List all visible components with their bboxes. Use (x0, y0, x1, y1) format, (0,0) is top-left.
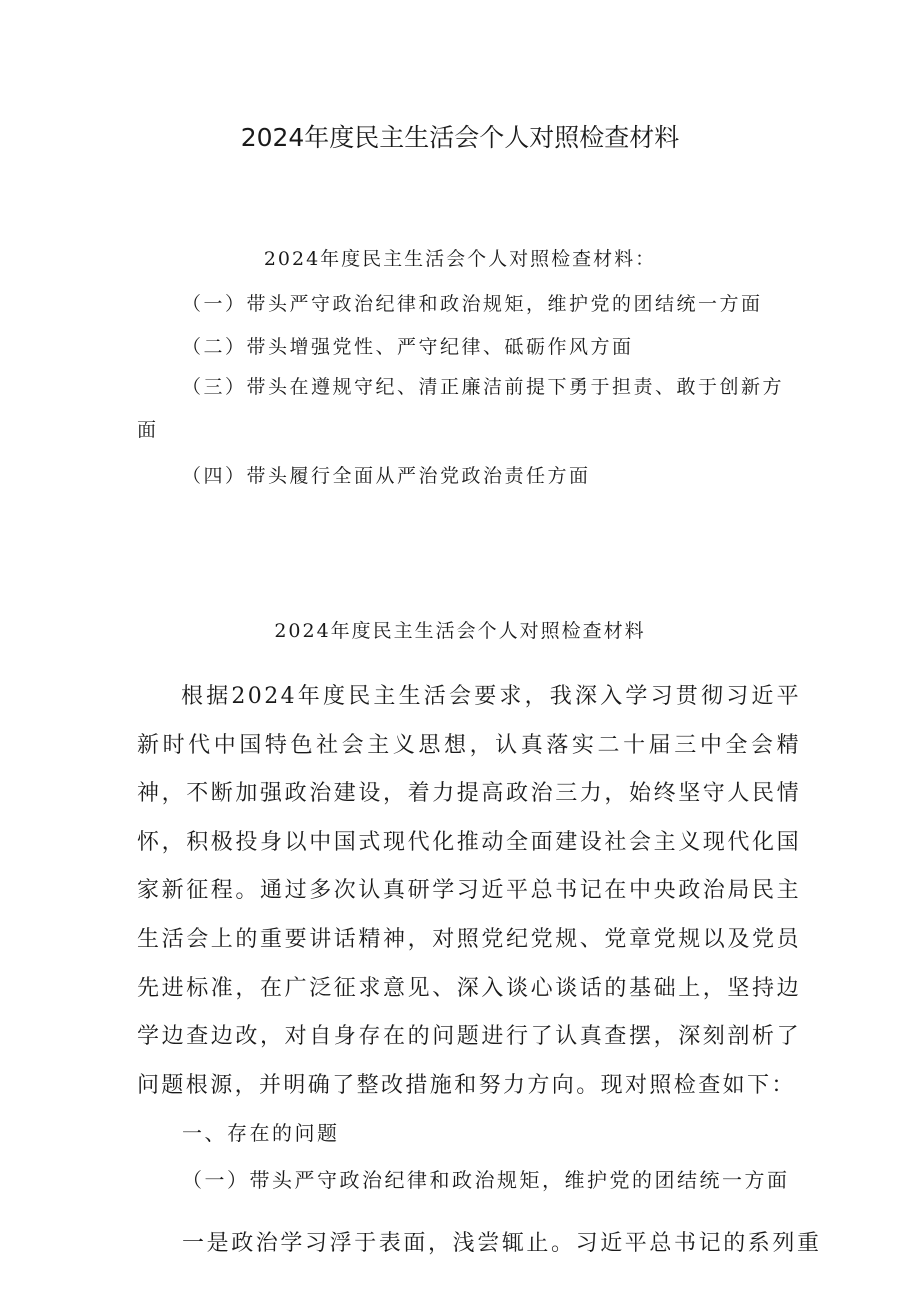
toc-item-4: （四）带头履行全面从严治党政治责任方面 (182, 465, 591, 487)
section-title: 2024年度民主生活会个人对照检查材料 (274, 620, 646, 642)
intro-paragraph: 根据2024年度民主生活会要求，我深入学习贯彻习近平新时代中国特色社会主义思想，认真落实二十届三中全会精神，不断加强政治建设，着力提高政治三力，始终坚守人民情怀，积极投身以中国式现代化推动全面建设社会主义现代化国家新征程。通过多次认真研学习近平总书记在中央政治局民主生活会上的重要讲话精神，对照党纪党规、党章党规以及党员先进标准，在广泛征求意见、深入谈心谈话的基础上，坚持边学边查边改，对自身存在的问题进行了认真查摆，深刻剖析了问题根源，并明确了整改措施和努力方向。现对照检查如下： (137, 684, 801, 1098)
heading-problems: 一、存在的问题 (182, 1121, 340, 1145)
subheading-political-discipline: （一）带头严守政治纪律和政治规矩，维护党的团结统一方面 (182, 1168, 790, 1192)
document-title: 2024年度民主生活会个人对照检查材料 (240, 123, 680, 152)
toc-item-2: （二）带头增强党性、严守纪律、砥砺作风方面 (182, 336, 634, 358)
first-point-line: 一是政治学习浮于表面，浅尝辄止。习近平总书记的系列重 (182, 1231, 822, 1256)
toc-item-3: （三）带头在遵规守纪、清正廉洁前提下勇于担责、敢于创新方面 (137, 376, 785, 441)
toc-title: 2024年度民主生活会个人对照检查材料： (263, 248, 657, 270)
toc-item-1: （一）带头严守政治纪律和政治规矩，维护党的团结统一方面 (182, 293, 763, 315)
